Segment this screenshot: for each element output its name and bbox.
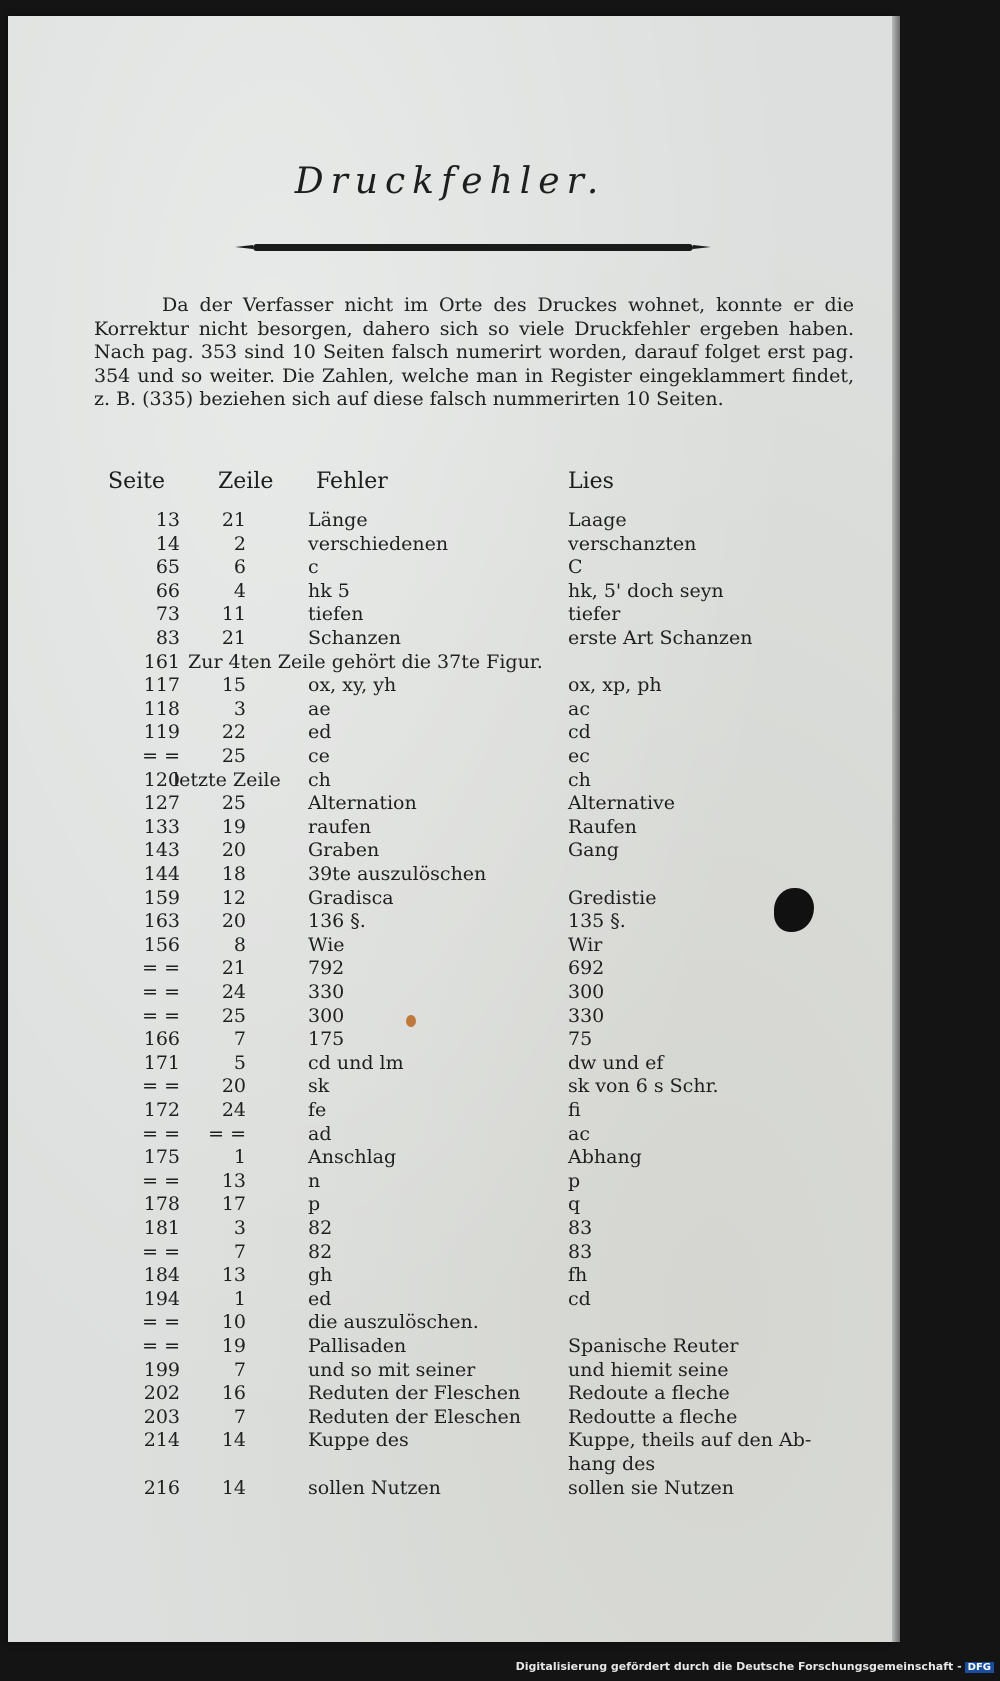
- errata-seite: = =: [142, 1122, 180, 1145]
- errata-row: [8, 839, 892, 863]
- errata-seite: 199: [143, 1358, 180, 1381]
- errata-seite: 118: [143, 697, 180, 720]
- errata-row: [8, 1264, 892, 1288]
- errata-seite: 178: [143, 1193, 180, 1216]
- errata-lies: Raufen: [568, 815, 637, 838]
- errata-lies: tiefer: [568, 603, 621, 626]
- errata-row: [8, 1311, 892, 1335]
- errata-lies: hk, 5' doch seyn: [568, 579, 724, 602]
- errata-zeile: 7: [233, 1358, 246, 1381]
- errata-lies: 75: [568, 1028, 593, 1051]
- errata-row: [8, 1288, 892, 1312]
- errata-zeile: 4: [233, 579, 246, 602]
- errata-note: Zur 4ten Zeile gehört die 37te Figur.: [188, 650, 543, 673]
- errata-lies: Gredistie: [568, 886, 657, 909]
- errata-fehler: 175: [308, 1028, 345, 1051]
- errata-row: [8, 674, 892, 698]
- errata-row: [8, 556, 892, 580]
- column-header-fehler: Fehler: [316, 469, 388, 494]
- errata-zeile: 16: [221, 1382, 246, 1405]
- errata-fehler: ae: [308, 697, 331, 720]
- errata-fehler: 82: [308, 1217, 333, 1239]
- errata-row: [8, 957, 892, 981]
- errata-zeile: 24: [221, 981, 246, 1003]
- errata-row: [8, 1170, 892, 1194]
- errata-row: [8, 1052, 892, 1076]
- errata-fehler: 82: [308, 1240, 333, 1263]
- errata-row: [8, 887, 892, 911]
- errata-lies: cd: [568, 721, 591, 744]
- errata-row: [8, 1477, 892, 1501]
- errata-lies: und hiemit seine: [568, 1358, 729, 1381]
- errata-lies: 330: [568, 1004, 605, 1027]
- errata-zeile: 7: [233, 1240, 246, 1263]
- errata-row: [8, 1028, 892, 1052]
- errata-lies: 300: [568, 981, 605, 1003]
- errata-seite: 172: [143, 1099, 180, 1121]
- errata-lies: sk von 6 s Schr.: [568, 1075, 719, 1098]
- errata-zeile: 1: [233, 1287, 246, 1310]
- errata-zeile: 10: [221, 1311, 246, 1334]
- errata-lies: ox, xp, ph: [568, 674, 662, 697]
- errata-lies: q: [568, 1193, 581, 1216]
- errata-seite: = =: [142, 981, 180, 1003]
- errata-zeile: 15: [221, 674, 246, 697]
- errata-seite: 73: [155, 603, 180, 626]
- column-header-seite: Seite: [108, 469, 165, 494]
- errata-row: [8, 863, 892, 887]
- errata-lies: 83: [568, 1240, 593, 1263]
- errata-lies: cd: [568, 1287, 591, 1310]
- errata-fehler: Anschlag: [308, 1146, 397, 1169]
- errata-seite: 133: [143, 815, 180, 838]
- errata-zeile: 2: [233, 532, 246, 555]
- errata-seite: 117: [143, 674, 180, 697]
- errata-seite: 66: [155, 579, 180, 602]
- errata-fehler: Reduten der Eleschen: [308, 1405, 521, 1428]
- errata-zeile: 11: [221, 603, 246, 626]
- errata-zeile: 19: [221, 1335, 246, 1357]
- errata-zeile: 21: [221, 627, 246, 649]
- errata-lies: ac: [568, 1122, 590, 1145]
- errata-row: [8, 816, 892, 840]
- errata-seite: = =: [142, 1169, 180, 1192]
- book-page: [8, 16, 892, 1642]
- errata-seite: 161: [143, 650, 180, 673]
- errata-lies: fi: [568, 1099, 581, 1121]
- errata-fehler: ce: [308, 745, 330, 767]
- errata-lies: Wir: [568, 933, 603, 956]
- errata-zeile: 25: [221, 745, 246, 767]
- errata-zeile: 21: [221, 509, 246, 531]
- page-edge: [892, 16, 900, 1642]
- errata-zeile: 1: [233, 1146, 246, 1169]
- errata-zeile: 20: [221, 839, 246, 862]
- errata-zeile: 25: [221, 1004, 246, 1027]
- intro-paragraph: Da der Verfasser nicht im Orte des Druckes wohnet, konnte er die Korrektur nicht besorgen, dahero sich so viele Druckfehler ergeben haben. Nach pag. 353 sind 10 Seiten falsch numerirt worden, darauf folget erst pag. 354 und so weiter. Die Zahlen, welche man in Register eingeklammert findet, z. B. (335) beziehen sich auf diese falsch nummerirten 10 Seiten.: [94, 294, 854, 410]
- errata-fehler: und so mit seiner: [308, 1358, 476, 1381]
- errata-zeile: 13: [221, 1264, 246, 1287]
- errata-lies: dw und ef: [568, 1051, 664, 1074]
- errata-lies: Laage: [568, 509, 627, 531]
- errata-zeile: 17: [221, 1193, 246, 1216]
- errata-seite: = =: [142, 1335, 180, 1357]
- errata-zeile: 7: [233, 1405, 246, 1428]
- errata-lies: C: [568, 556, 583, 579]
- errata-seite: = =: [142, 1311, 180, 1334]
- errata-fehler: c: [308, 556, 319, 579]
- errata-row: [8, 1193, 892, 1217]
- errata-row: [8, 651, 892, 675]
- errata-row: [8, 981, 892, 1005]
- stain-speck: [406, 1015, 416, 1027]
- errata-fehler: ox, xy, yh: [308, 674, 397, 697]
- errata-fehler: 136 §.: [308, 910, 366, 933]
- errata-lies: verschanzten: [568, 532, 697, 555]
- errata-fehler: die auszulöschen.: [308, 1311, 479, 1334]
- errata-lies: erste Art Schanzen: [568, 627, 753, 649]
- errata-row: [8, 1241, 892, 1265]
- errata-fehler: sk: [308, 1075, 330, 1098]
- errata-seite: 156: [143, 933, 180, 956]
- errata-row: [8, 721, 892, 745]
- errata-row: [8, 533, 892, 557]
- errata-seite: = =: [142, 745, 180, 767]
- errata-fehler: Graben: [308, 839, 380, 862]
- errata-row: [8, 1335, 892, 1359]
- column-header-zeile: Zeile: [218, 469, 274, 494]
- errata-row: [8, 1453, 892, 1477]
- errata-zeile: 21: [221, 957, 246, 980]
- errata-seite: 127: [143, 792, 180, 815]
- errata-seite: 166: [143, 1028, 180, 1051]
- errata-seite: 65: [155, 556, 180, 579]
- errata-seite: 159: [143, 886, 180, 909]
- errata-row: [8, 1005, 892, 1029]
- errata-lies: ac: [568, 697, 590, 720]
- errata-row: [8, 1075, 892, 1099]
- errata-row: [8, 1359, 892, 1383]
- errata-zeile: 14: [221, 1429, 246, 1452]
- column-header-lies: Lies: [568, 469, 614, 494]
- errata-seite: 144: [143, 863, 180, 885]
- errata-row: [8, 934, 892, 958]
- errata-lies: Abhang: [568, 1146, 642, 1169]
- errata-lies: hang des: [568, 1453, 656, 1475]
- errata-lies: Gang: [568, 839, 619, 862]
- errata-zeile: 20: [221, 910, 246, 933]
- errata-seite: 14: [155, 532, 180, 555]
- errata-fehler: 300: [308, 1004, 345, 1027]
- errata-row: [8, 580, 892, 604]
- errata-fehler: verschiedenen: [308, 532, 449, 555]
- errata-seite: 120: [143, 768, 180, 791]
- errata-fehler: hk 5: [308, 579, 350, 602]
- errata-seite: 181: [143, 1217, 180, 1239]
- errata-seite: 214: [143, 1429, 180, 1452]
- errata-lies: fh: [568, 1264, 588, 1287]
- errata-fehler: cd und lm: [308, 1051, 404, 1074]
- errata-zeile: 19: [221, 815, 246, 838]
- errata-lies: Alternative: [568, 792, 676, 815]
- errata-fehler: ed: [308, 1287, 332, 1310]
- errata-zeile: 5: [233, 1051, 246, 1074]
- errata-fehler: ed: [308, 721, 332, 744]
- errata-seite: 13: [155, 509, 180, 531]
- errata-lies: Redoute a fleche: [568, 1382, 730, 1405]
- errata-row: [8, 792, 892, 816]
- errata-lies: Spanische Reuter: [568, 1335, 739, 1357]
- errata-row: [8, 1429, 892, 1453]
- errata-fehler: sollen Nutzen: [308, 1476, 441, 1499]
- errata-fehler: ad: [308, 1122, 332, 1145]
- errata-zeile: letzte Zeile: [173, 768, 281, 791]
- errata-lies: Redoutte a fleche: [568, 1405, 738, 1428]
- errata-fehler: p: [308, 1193, 321, 1216]
- errata-zeile: 14: [221, 1476, 246, 1499]
- errata-seite: 184: [143, 1264, 180, 1287]
- errata-lies: ec: [568, 745, 590, 767]
- errata-row: [8, 1123, 892, 1147]
- errata-fehler: ch: [308, 768, 331, 791]
- digitization-credit: [516, 1660, 994, 1673]
- errata-seite: 175: [143, 1146, 180, 1169]
- errata-zeile: = =: [208, 1122, 246, 1145]
- errata-zeile: 12: [221, 886, 246, 909]
- errata-row: [8, 1099, 892, 1123]
- errata-row: [8, 1217, 892, 1241]
- dfg-logo: DFG: [965, 1662, 994, 1673]
- errata-row: [8, 603, 892, 627]
- errata-zeile: 18: [221, 863, 246, 885]
- errata-fehler: gh: [308, 1264, 333, 1287]
- errata-seite: 202: [143, 1382, 180, 1405]
- errata-zeile: 6: [233, 556, 246, 579]
- errata-fehler: Gradisca: [308, 886, 394, 909]
- errata-seite: = =: [142, 957, 180, 980]
- errata-fehler: Kuppe des: [308, 1429, 409, 1452]
- decorative-rule: [253, 244, 693, 251]
- errata-seite: 163: [143, 910, 180, 933]
- errata-zeile: 22: [221, 721, 246, 744]
- errata-zeile: 3: [233, 697, 246, 720]
- errata-seite: 143: [143, 839, 180, 862]
- errata-seite: 119: [143, 721, 180, 744]
- errata-row: [8, 745, 892, 769]
- errata-zeile: 25: [221, 792, 246, 815]
- errata-row: [8, 1382, 892, 1406]
- errata-lies: sollen sie Nutzen: [568, 1476, 734, 1499]
- errata-row: [8, 627, 892, 651]
- errata-zeile: 20: [221, 1075, 246, 1098]
- errata-fehler: raufen: [308, 815, 372, 838]
- errata-seite: 83: [155, 627, 180, 649]
- errata-seite: 194: [143, 1287, 180, 1310]
- errata-fehler: Alternation: [308, 792, 417, 815]
- errata-fehler: 330: [308, 981, 345, 1003]
- errata-seite: = =: [142, 1004, 180, 1027]
- credit-text: Digitalisierung gefördert durch die Deutsche Forschungsgemeinschaft -: [515, 1660, 962, 1673]
- page-title: Druckfehler.: [294, 161, 606, 202]
- errata-fehler: Pallisaden: [308, 1335, 407, 1357]
- errata-row: [8, 1406, 892, 1430]
- errata-seite: 171: [143, 1051, 180, 1074]
- errata-lies: 83: [568, 1217, 593, 1239]
- errata-fehler: Länge: [308, 509, 368, 531]
- errata-fehler: Reduten der Fleschen: [308, 1382, 521, 1405]
- errata-fehler: fe: [308, 1099, 327, 1121]
- errata-zeile: 8: [233, 933, 246, 956]
- errata-fehler: n: [308, 1169, 321, 1192]
- errata-zeile: 3: [233, 1217, 246, 1239]
- errata-fehler: tiefen: [308, 603, 364, 626]
- errata-fehler: 792: [308, 957, 345, 980]
- errata-lies: 692: [568, 957, 605, 980]
- errata-seite: = =: [142, 1075, 180, 1098]
- errata-lies: ch: [568, 768, 591, 791]
- errata-zeile: 13: [221, 1169, 246, 1192]
- errata-zeile: 7: [233, 1028, 246, 1051]
- errata-seite: 203: [143, 1405, 180, 1428]
- errata-fehler: Schanzen: [308, 627, 401, 649]
- errata-fehler: 39te auszulöschen: [308, 863, 487, 885]
- errata-lies: Kuppe, theils auf den Ab-: [568, 1429, 812, 1452]
- errata-row: [8, 698, 892, 722]
- errata-zeile: 24: [221, 1099, 246, 1121]
- errata-seite: = =: [142, 1240, 180, 1263]
- errata-row: [8, 769, 892, 793]
- errata-lies: p: [568, 1169, 581, 1192]
- errata-row: [8, 509, 892, 533]
- errata-fehler: Wie: [308, 933, 345, 956]
- errata-lies: 135 §.: [568, 910, 626, 933]
- errata-seite: 216: [143, 1476, 180, 1499]
- errata-row: [8, 1146, 892, 1170]
- errata-row: [8, 910, 892, 934]
